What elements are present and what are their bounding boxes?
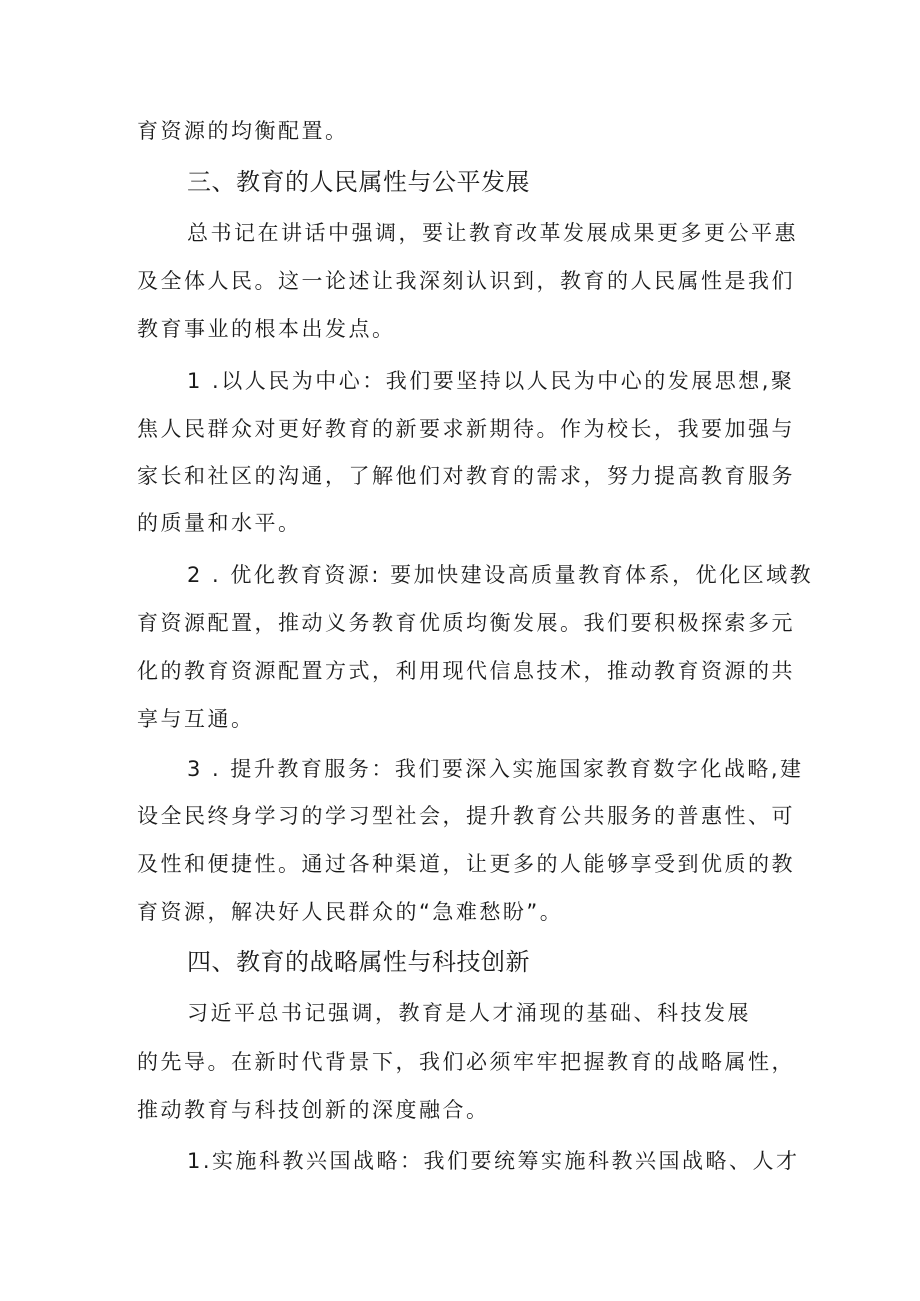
paragraph-line: 化的教育资源配置方式，利用现代信息技术，推动教育资源的共 — [137, 659, 795, 683]
paragraph-line: 的质量和水平。 — [137, 511, 302, 535]
paragraph-line: 的先导。在新时代背景下，我们必须牢牢把握教育的战略属性， — [137, 1050, 795, 1074]
paragraph-line: 家长和社区的沟通，了解他们对教育的需求，努力提高教育服务 — [137, 464, 795, 488]
paragraph-line: 推动教育与科技创新的深度融合。 — [137, 1098, 490, 1122]
paragraph-line: 育资源配置，推动义务教育优质均衡发展。我们要积极探索多元 — [137, 611, 795, 635]
paragraph-line: 习近平总书记强调，教育是人才涌现的基础、科技发展 — [187, 1001, 751, 1025]
paragraph-line: 焦人民群众对更好教育的新要求新期待。作为校长，我要加强与 — [137, 417, 795, 441]
paragraph-line: 设全民终身学习的学习型社会，提升教育公共服务的普惠性、可 — [137, 804, 795, 828]
list-item-line: 1.实施科教兴国战略：我们要统筹实施科教兴国战略、人才 — [187, 1149, 800, 1173]
paragraph-line: 享与互通。 — [137, 707, 255, 731]
section-heading-4: 四、教育的战略属性与科技创新 — [187, 948, 530, 976]
paragraph-line: 及全体人民。这一论述让我深刻认识到，教育的人民属性是我们 — [137, 269, 795, 293]
list-item-line: 2 . 优化教育资源: 要加快建设高质量教育体系，优化区域教 — [187, 563, 814, 587]
list-item-line: 3 . 提升教育服务：我们要深入实施国家教育数字化战略,建 — [187, 757, 804, 781]
paragraph-line: 总书记在讲话中强调，要让教育改革发展成果更多更公平惠 — [187, 221, 798, 245]
section-heading-3: 三、教育的人民属性与公平发展 — [187, 168, 530, 196]
paragraph-line: 教育事业的根本出发点。 — [137, 317, 396, 341]
paragraph-line: 育资源，解决好人民群众的“急难愁盼”。 — [137, 900, 564, 924]
paragraph-line: 及性和便捷性。通过各种渠道，让更多的人能够享受到优质的教 — [137, 852, 795, 876]
list-item-line: 1 .以人民为中心：我们要坚持以人民为中心的发展思想,聚 — [187, 369, 795, 393]
paragraph-line: 育资源的均衡配置。 — [137, 119, 349, 143]
